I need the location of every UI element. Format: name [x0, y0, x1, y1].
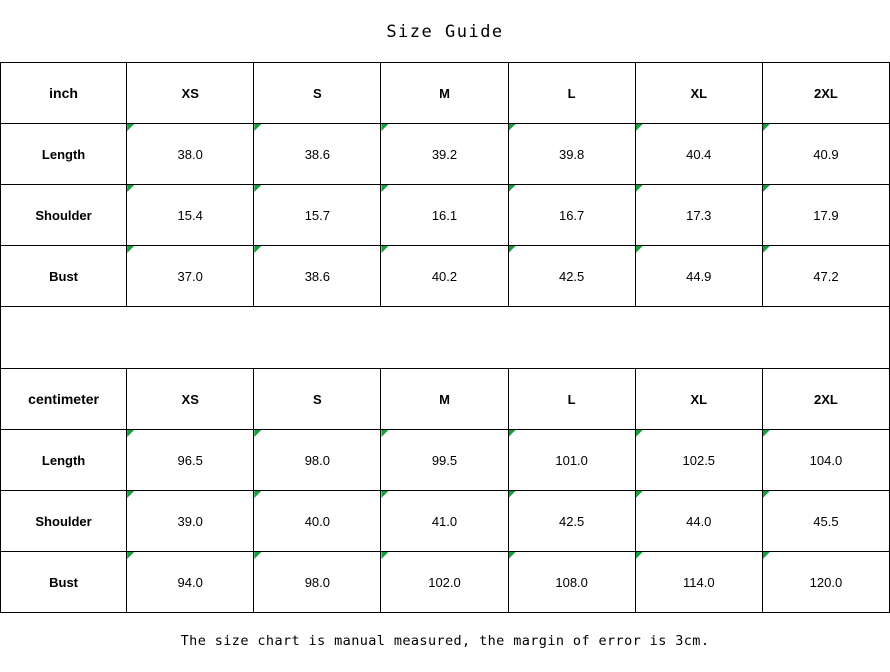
table-cell: 40.4	[635, 124, 762, 185]
table-cell: 120.0	[762, 552, 889, 613]
table-cell: 16.1	[381, 185, 508, 246]
column-header-m: M	[381, 369, 508, 430]
table-cell: 15.7	[254, 185, 381, 246]
table-cell: 38.0	[127, 124, 254, 185]
table-cell: 17.9	[762, 185, 889, 246]
table-cell: 44.9	[635, 246, 762, 307]
centimeter-size-table	[0, 368, 890, 613]
unit-label-centimeter: centimeter	[1, 369, 127, 430]
table-cell: 37.0	[127, 246, 254, 307]
inch-size-table	[0, 62, 890, 307]
table-cell: 47.2	[762, 246, 889, 307]
table-cell: 40.2	[381, 246, 508, 307]
page-title: Size Guide	[386, 22, 504, 42]
table-cell: 44.0	[635, 491, 762, 552]
table-cell: 102.0	[381, 552, 508, 613]
column-header-l: L	[508, 63, 635, 124]
table-cell: 17.3	[635, 185, 762, 246]
column-header-2xl: 2XL	[762, 369, 889, 430]
row-label-bust: Bust	[1, 246, 127, 307]
column-header-s: S	[254, 63, 381, 124]
table-cell: 15.4	[127, 185, 254, 246]
row-label-shoulder: Shoulder	[1, 491, 127, 552]
table-cell: 104.0	[762, 430, 889, 491]
column-header-xs: XS	[127, 369, 254, 430]
table-cell: 98.0	[254, 552, 381, 613]
table-row	[1, 430, 890, 491]
table-cell: 96.5	[127, 430, 254, 491]
table-cell: 38.6	[254, 246, 381, 307]
column-header-xl: XL	[635, 63, 762, 124]
table-cell: 40.9	[762, 124, 889, 185]
table-row	[1, 246, 890, 307]
unit-label-inch: inch	[1, 63, 127, 124]
table-cell: 45.5	[762, 491, 889, 552]
column-header-m: M	[381, 63, 508, 124]
column-header-2xl: 2XL	[762, 63, 889, 124]
measurement-disclaimer: The size chart is manual measured, the margin of error is 3cm.	[180, 633, 710, 649]
table-cell: 39.0	[127, 491, 254, 552]
table-header-row	[1, 63, 890, 124]
column-header-xl: XL	[635, 369, 762, 430]
table-row	[1, 491, 890, 552]
table-cell: 39.8	[508, 124, 635, 185]
table-cell: 102.5	[635, 430, 762, 491]
column-header-xs: XS	[127, 63, 254, 124]
inch-table-wrapper	[0, 62, 890, 307]
table-cell: 42.5	[508, 246, 635, 307]
table-header-row	[1, 369, 890, 430]
table-row	[1, 185, 890, 246]
table-cell: 108.0	[508, 552, 635, 613]
column-header-l: L	[508, 369, 635, 430]
table-cell: 94.0	[127, 552, 254, 613]
row-label-shoulder: Shoulder	[1, 185, 127, 246]
table-cell: 16.7	[508, 185, 635, 246]
row-label-length: Length	[1, 430, 127, 491]
table-cell: 39.2	[381, 124, 508, 185]
column-header-s: S	[254, 369, 381, 430]
row-label-bust: Bust	[1, 552, 127, 613]
table-cell: 38.6	[254, 124, 381, 185]
centimeter-table-wrapper	[0, 368, 890, 613]
table-cell: 99.5	[381, 430, 508, 491]
table-cell: 114.0	[635, 552, 762, 613]
table-row	[1, 552, 890, 613]
table-cell: 42.5	[508, 491, 635, 552]
table-cell: 40.0	[254, 491, 381, 552]
table-separator	[0, 307, 890, 368]
table-cell: 41.0	[381, 491, 508, 552]
table-cell: 101.0	[508, 430, 635, 491]
row-label-length: Length	[1, 124, 127, 185]
table-row	[1, 124, 890, 185]
table-cell: 98.0	[254, 430, 381, 491]
